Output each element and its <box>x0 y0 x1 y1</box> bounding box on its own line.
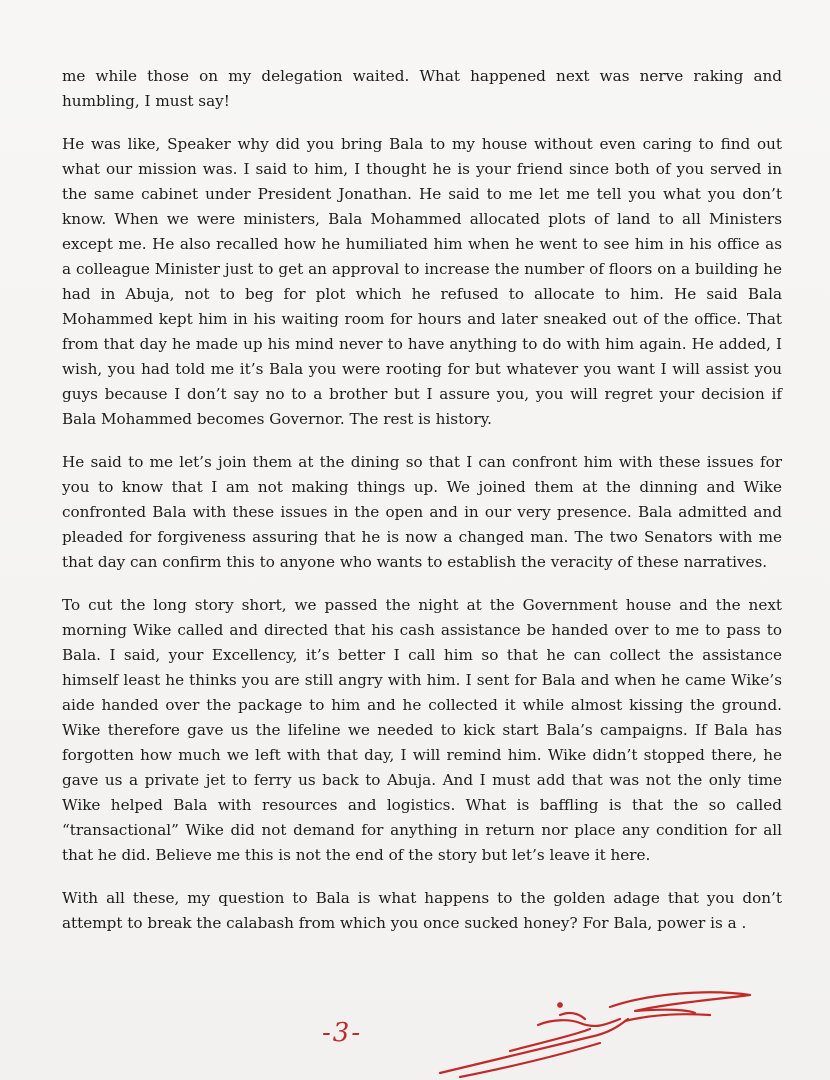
paragraph-5: With all these, my question to Bala is what happens to the golden adage that you don’t attempt to break the calabash from which you once sucked honey? For Bala, power is a . <box>62 889 782 932</box>
paragraph-4: To cut the long story short, we passed the night at the Government house and the next morning Wike called and directed that his cash assistance be handed over to me to pass to Bala. I said, your Excellency, it’s better I call him so that he can collect the assistance himself least he thinks you are still angry with him. I sent for Bala and when he came Wike’s aide handed over the package to him and he collected it while almost kissing the ground. Wike therefore gave us the lifeline we needed to kick start Bala’s campaigns. If Bala has forgotten how much we left with that day, I will remind him. Wike didn’t stopped there, he gave us a private jet to ferry us back to Abuja. And I must add that was not the only time Wike helped Bala with resources and logistics. What is baffling is that the so called “transactional” Wike did not demand for anything in return nor place any condition for all that he did. Believe me this is not the end of the story but let’s leave it here. <box>62 596 782 864</box>
paragraph-1: me while those on my delegation waited. What happened next was nerve raking and humbling, I must say! <box>62 67 782 110</box>
paragraph-3: He said to me let’s join them at the dining so that I can confront him with these issues for you to know that I am not making things up. We joined them at the dinning and Wike confronted Bala with these issues in the open and in our very presence. Bala admitted and pleaded for forgiveness assuring that he is now a changed man. The two Senators with me that day can confirm this to anyone who wants to establish the veracity of these narratives. <box>62 453 782 571</box>
letter-body <box>62 64 782 954</box>
paragraph-2: He was like, Speaker why did you bring Bala to my house without even caring to find out what our mission was. I said to him, I thought he is your friend since both of you served in the same cabinet under President Jonathan. He said to me let me tell you what you don’t know. When we were ministers, Bala Mohammed allocated plots of land to all Ministers except me. He also recalled how he humiliated him when he went to see him in his office as a colleague Minister just to get an approval to increase the number of floors on a building he had in Abuja, not to beg for plot which he refused to allocate to him. He said Bala Mohammed kept him in his waiting room for hours and later sneaked out of the office. That from that day he made up his mind never to have anything to do with him again. He added, I wish, you had told me it’s Bala you were rooting for but whatever you want I will assist you guys because I don’t say no to a brother but I assure you, you will regret your decision if Bala Mohammed becomes Governor. The rest is history. <box>62 135 782 428</box>
handwritten-signature <box>420 985 780 1080</box>
handwritten-page-number: -3- <box>322 1018 363 1048</box>
